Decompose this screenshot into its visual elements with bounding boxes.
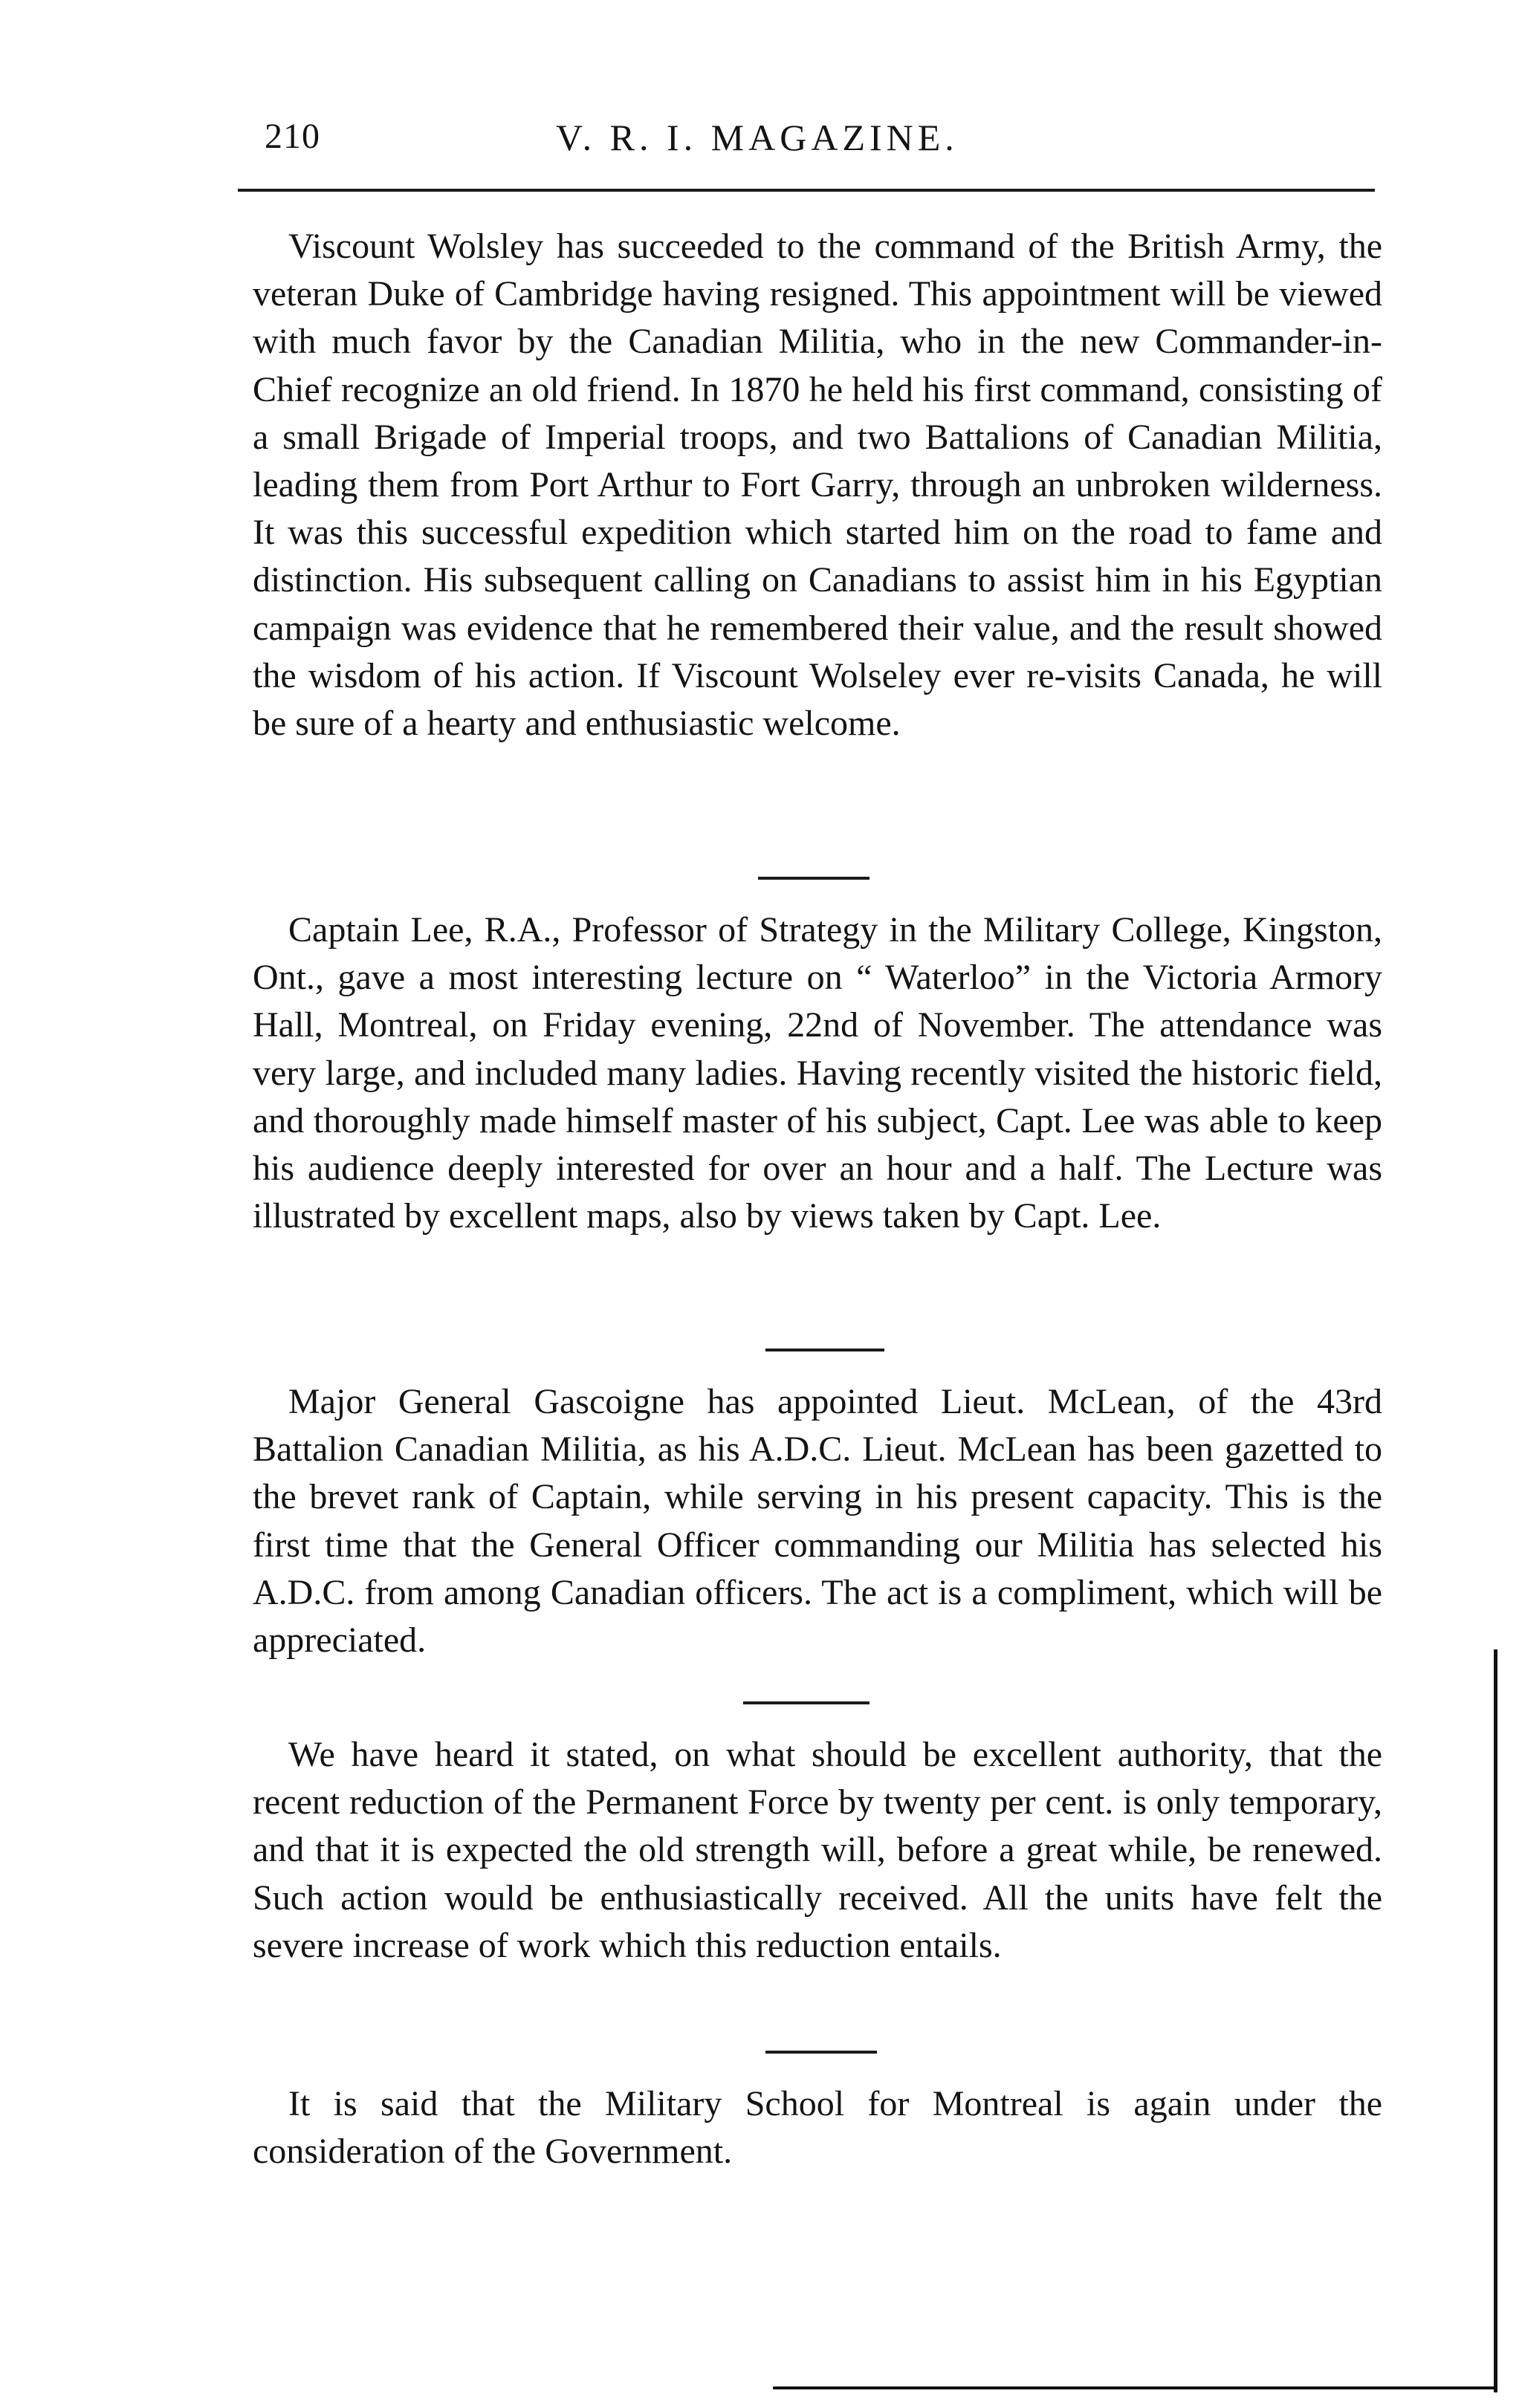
section-divider (765, 2051, 877, 2054)
page-header (251, 111, 1373, 171)
article-permanent-force (253, 1731, 1382, 1970)
page-bottom-edge (773, 2386, 1497, 2389)
article-military-school (253, 2080, 1382, 2175)
page-number: 210 (265, 117, 320, 156)
running-title: V. R. I. MAGAZINE. (556, 117, 959, 158)
article-captain-lee (253, 906, 1382, 1240)
article-gascoigne (253, 1378, 1382, 1664)
section-divider (758, 877, 870, 880)
article-permanent-force-text: We have heard it stated, on what should be excellent authority, that the recent reduction of the Permanent Force by twenty per cent. is only temporary, and that it is expected the old strength will, before a great while, be renewed. Such action would be enthusiastically received. All the units have felt the severe increase of work which this reduction entails. (253, 1735, 1382, 1965)
page-edge-shadow (1494, 1649, 1497, 2392)
article-wolsley-text: Viscount Wolsley has succeeded to the command of the British Army, the veteran Duke of Cambridge having resigned. This appointment will be viewed with much favor by the Canadian Militia, who in the new Commander-in-Chief recognize an old friend. In 1870 he held his first command, consisting of a small Brigade of Imperial troops, and two Battalions of Canadian Militia, leading them from Port Arthur to Fort Garry, through an unbroken wilderness. It was this successful expedition which started him on the road to fame and distinction. His subsequent calling on Canadians to assist him in his Egyptian campaign was evidence that he remembered their value, and the result showed the wisdom of his action. If Viscount Wolseley ever re-visits Canada, he will be sure of a hearty and enthusiastic welcome. (253, 227, 1382, 744)
header-rule (238, 189, 1375, 192)
article-captain-lee-text: Captain Lee, R.A., Professor of Strategy in the Military College, Kingston, Ont., gave a most interesting lecture on “ Waterloo” in the Victoria Armory Hall, Montreal, on Friday evening, 22nd of November. The attendance was very large, and included many ladies. Having recently visited the historic field, and thoroughly made himself master of his subject, Capt. Lee was able to keep his audience deeply interested for over an hour and a half. The Lecture was illustrated by excellent maps, also by views taken by Capt. Lee. (253, 910, 1382, 1236)
article-military-school-text: It is said that the Military School for Montreal is again under the consideration of the Government. (253, 2084, 1382, 2172)
section-divider (743, 1701, 870, 1704)
section-divider (765, 1349, 884, 1351)
article-gascoigne-text: Major General Gascoigne has appointed Lieut. McLean, of the 43rd Battalion Canadian Militia, as his A.D.C. Lieut. McLean has been gazetted to the brevet rank of Captain, while serving in his present capacity. This is the first time that the General Officer commanding our Militia has selected his A.D.C. from among Canadian officers. The act is a compliment, which will be appreciated. (253, 1382, 1382, 1661)
article-wolsley (253, 223, 1382, 747)
